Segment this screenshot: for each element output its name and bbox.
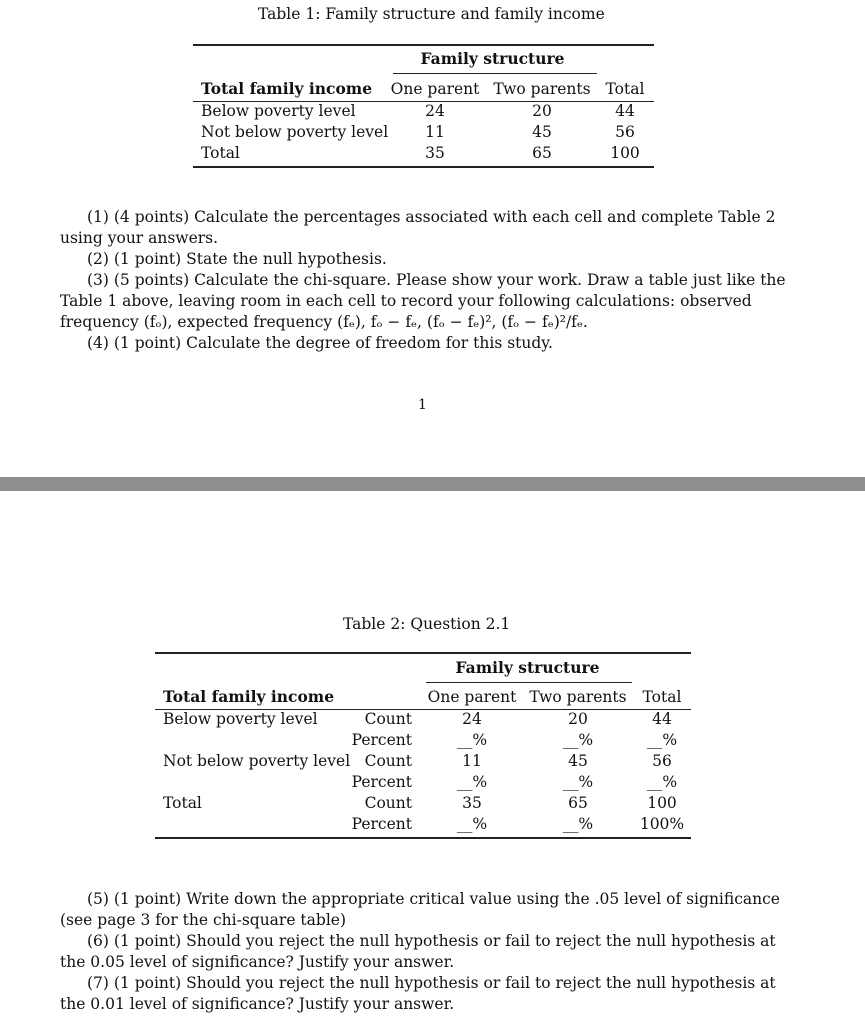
table2-cell: __% [562,731,594,749]
table1-row-label: Below poverty level [201,102,356,120]
table2-row-label: Below poverty level [163,710,318,728]
question-7: (7) (1 point) Should you reject the null hypothesis or fail to reject the null hypothesis at the 0.01 level of significance? Justify your answer. [60,974,776,1013]
table1-group-header: Family structure [420,49,565,68]
page-1 [0,0,865,477]
table2-col-two-parents: Two parents [529,688,627,706]
table2-sub-label: Count [364,752,412,770]
table2-group-header: Family structure [455,658,600,677]
table2-cell: __% [646,731,678,749]
question-4: (4) (1 point) Calculate the degree of freedom for this study. [87,334,553,352]
table2-row-label: Not below poverty level [163,752,351,770]
table1-cell: 24 [425,102,445,120]
table2-group-rule [426,682,632,683]
table2 [0,491,865,851]
table2-bottom-rule [155,837,691,839]
table2-cell: 45 [568,752,588,770]
question-6: (6) (1 point) Should you reject the null hypothesis or fail to reject the null hypothesis at the 0.05 level of significance? Justify your answer. [60,932,776,971]
page-separator [0,477,865,491]
table2-cell: 11 [462,752,482,770]
table1-cell: 65 [532,144,552,162]
page-2 [0,491,865,1024]
table1 [0,0,865,180]
table1-cell: 45 [532,123,552,141]
table2-row-header: Total family income [163,687,335,706]
table2-cell: 100 [647,794,677,812]
table2-sub-label: Percent [351,815,412,833]
table1-top-rule [193,44,654,46]
table2-cell: 65 [568,794,588,812]
table1-col-total: Total [605,80,645,98]
table2-cell: 35 [462,794,482,812]
table2-cell: 24 [462,710,482,728]
question-5: (5) (1 point) Write down the appropriate critical value using the .05 level of significance (see page 3 for the chi-square table) [60,890,780,929]
table2-sub-label: Percent [351,773,412,791]
table1-caption: Table 1: Family structure and family income [258,5,605,23]
table1-cell: 100 [610,144,640,162]
table1-cell: 56 [615,123,635,141]
table2-sub-label: Count [364,710,412,728]
table2-col-one-parent: One parent [427,688,517,706]
table1-row-header: Total family income [201,79,373,98]
table2-cell: 20 [568,710,588,728]
page-number: 1 [418,397,427,413]
table2-cell: __% [456,773,488,791]
table2-cell: __% [646,773,678,791]
table1-col-one-parent: One parent [390,80,480,98]
question-1: (1) (4 points) Calculate the percentages associated with each cell and complete Table 2 using your answers. [60,208,776,247]
table2-sub-label: Count [364,794,412,812]
table1-bottom-rule [193,166,654,168]
table2-row-label: Total [163,794,202,812]
table1-col-two-parents: Two parents [493,80,591,98]
table2-cell: 44 [652,710,672,728]
questions-page1 [60,207,788,354]
table2-caption: Table 2: Question 2.1 [343,615,511,633]
question-3: (3) (5 points) Calculate the chi-square. Please show your work. Draw a table just like the Table 1 above, leaving room in each cell to record your following calculations: observed frequency (fₒ), expected frequency (fₑ), fₒ − fₑ, (fₒ − fₑ)², (fₒ − fₑ)²/fₑ. [60,271,786,331]
table2-cell: __% [456,815,488,833]
table1-cell: 35 [425,144,445,162]
questions-page2 [60,889,788,1015]
table2-cell: __% [456,731,488,749]
table1-cell: 44 [615,102,635,120]
table1-row-label: Not below poverty level [201,123,389,141]
table2-col-total: Total [642,688,682,706]
table2-cell: 56 [652,752,672,770]
table2-cell: 100% [639,815,685,833]
question-2: (2) (1 point) State the null hypothesis. [87,250,387,268]
table2-cell: __% [562,815,594,833]
table2-sub-label: Percent [351,731,412,749]
table2-cell: __% [562,773,594,791]
table2-top-rule [155,652,691,654]
table1-cell: 20 [532,102,552,120]
table1-row-label: Total [201,144,240,162]
table1-group-rule [393,73,597,74]
table1-cell: 11 [425,123,445,141]
